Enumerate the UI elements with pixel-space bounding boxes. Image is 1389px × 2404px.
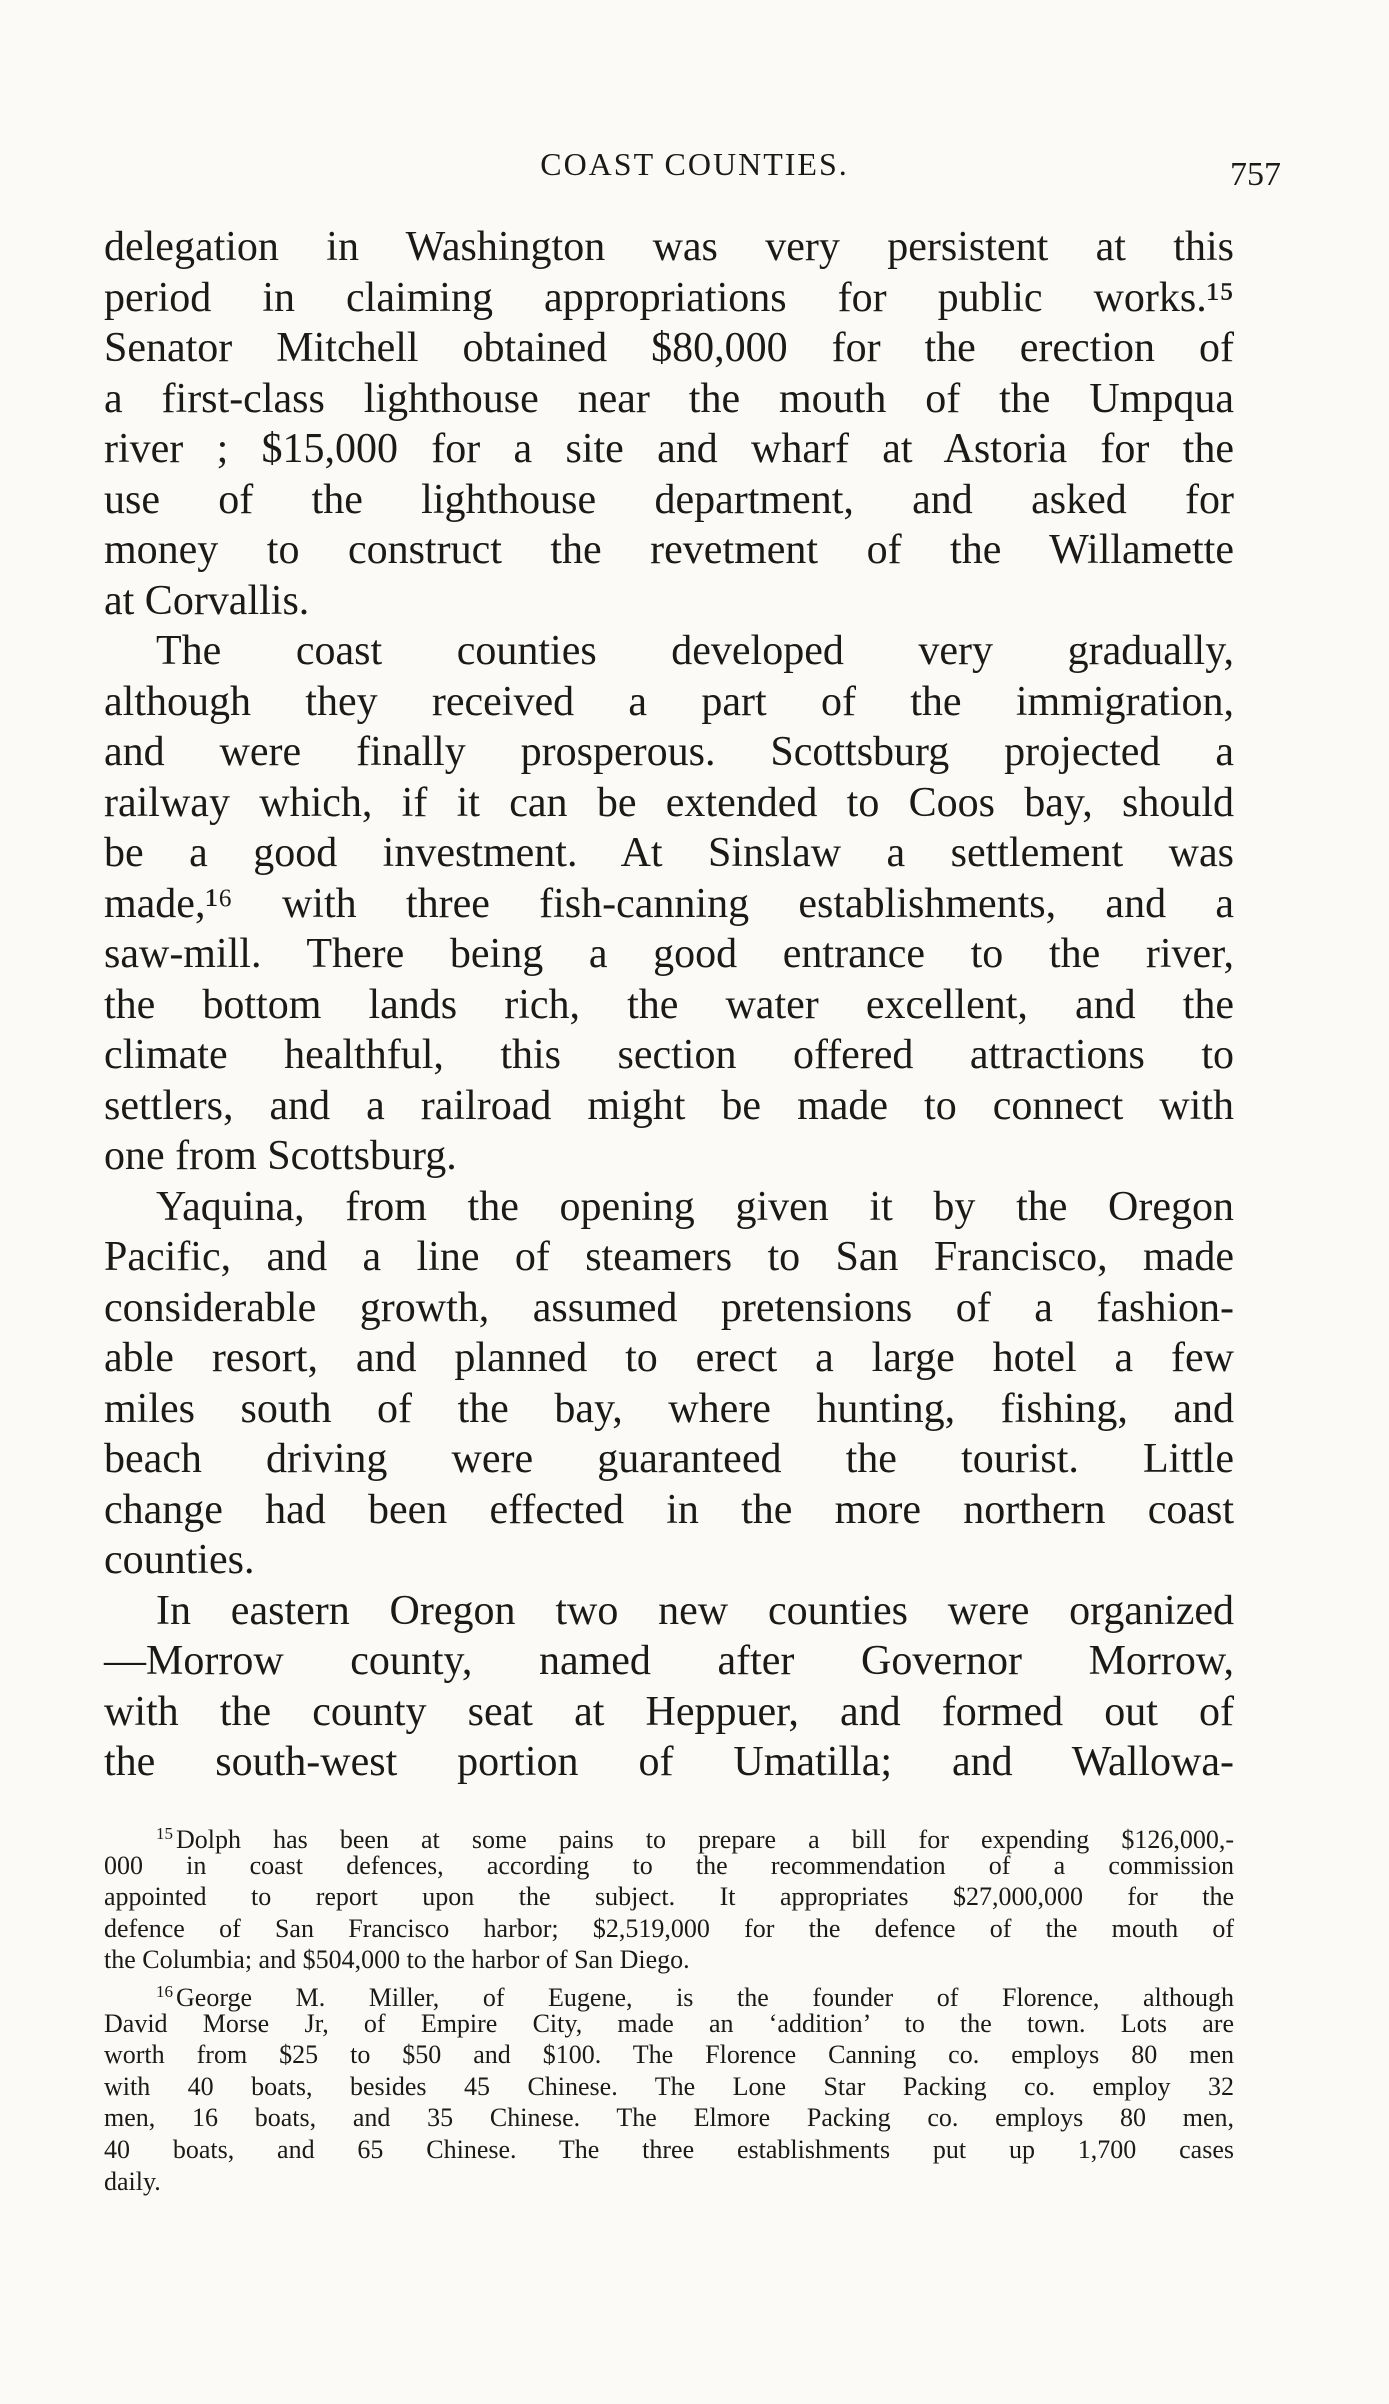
text-line: climate healthful, this section offered attractions to (104, 1032, 1234, 1078)
footnote-line: the Columbia; and $504,000 to the harbor of San Diego. (104, 1945, 690, 1975)
text-line: counties. (104, 1537, 255, 1583)
text-line: beach driving were guaranteed the tourist. Little (104, 1436, 1234, 1482)
text-line: The coast counties developed very gradually, (156, 628, 1234, 674)
text-line: use of the lighthouse department, and asked for (104, 476, 1234, 523)
text-line: river ; $15,000 for a site and wharf at Astoria for the (104, 426, 1234, 472)
text-line: with the county seat at Heppuer, and formed out of (104, 1688, 1234, 1735)
footnote-text: George M. Miller, of Eugene, is the founder of Florence, although (176, 1982, 1234, 2012)
text-line: one from Scottsburg. (104, 1133, 457, 1179)
footnote-line (104, 1976, 1234, 2012)
footnote-marker: 15 (156, 1824, 173, 1843)
footnote-marker: 16 (156, 1981, 173, 2001)
footnote-line: defence of San Francisco harbor; $2,519,000 for the defence of the mouth of (104, 1913, 1234, 1943)
footnote-15 (104, 1818, 1234, 1976)
text-line: Senator Mitchell obtained $80,000 for the erection of (104, 325, 1234, 371)
running-head (0, 142, 1389, 192)
text-line: change had been effected in the more northern coast (104, 1486, 1234, 1533)
footnote-text: Dolph has been at some pains to prepare a bill for expending $126,000,- (176, 1825, 1234, 1854)
text-line: considerable growth, assumed pretensions of a fashion- (104, 1284, 1234, 1331)
running-title: COAST COUNTIES. (540, 146, 849, 182)
body-text (104, 222, 1234, 1788)
footnote-line: David Morse Jr, of Empire City, made an ‘addition’ to the town. Lots are (104, 2008, 1234, 2038)
footnote-line: appointed to report upon the subject. It appropriates $27,000,000 for the (104, 1882, 1234, 1912)
text-line: the south-west portion of Umatilla; and Wallowa- (104, 1739, 1234, 1785)
text-line: Yaquina, from the opening given it by the Oregon (156, 1183, 1234, 1230)
footnote-line: daily. (104, 2166, 161, 2196)
text-line: settlers, and a railroad might be made to connect with (104, 1082, 1234, 1129)
text-line: although they received a part of the immigration, (104, 678, 1234, 725)
footnote-line: with 40 boats, besides 45 Chinese. The Lone Star Packing co. employ 32 (104, 2071, 1234, 2101)
text-line: period in claiming appropriations for public works.¹⁵ (104, 274, 1234, 321)
text-line: at Corvallis. (104, 577, 310, 624)
text-line: money to construct the revetment of the Willamette (104, 527, 1234, 573)
text-line: the bottom lands rich, the water excellent, and the (104, 981, 1234, 1028)
text-line: railway which, if it can be extended to Coos bay, should (104, 779, 1234, 826)
footnote-16 (104, 1976, 1234, 2197)
text-line: miles south of the bay, where hunting, fishing, and (104, 1385, 1234, 1432)
text-line: and were finally prosperous. Scottsburg projected a (104, 729, 1234, 775)
footnote-line: 40 boats, and 65 Chinese. The three establishments put up 1,700 cases (104, 2134, 1234, 2164)
footnote-line (104, 1818, 1234, 1854)
text-line: delegation in Washington was very persistent at this (104, 224, 1234, 270)
text-line: Pacific, and a line of steamers to San Francisco, made (104, 1234, 1234, 1280)
footnotes (104, 1818, 1234, 2197)
text-line: able resort, and planned to erect a large hotel a few (104, 1335, 1234, 1381)
text-line: —Morrow county, named after Governor Morrow, (104, 1638, 1234, 1684)
text-line: made,¹⁶ with three fish-canning establishments, and a (104, 880, 1234, 927)
page-number: 757 (1230, 156, 1281, 193)
footnote-line: men, 16 boats, and 35 Chinese. The Elmore Packing co. employs 80 men, (104, 2103, 1234, 2133)
footnote-line: 000 in coast defences, according to the recommendation of a commission (104, 1850, 1234, 1880)
footnote-line: worth from $25 to $50 and $100. The Florence Canning co. employs 80 men (104, 2040, 1234, 2070)
text-line: In eastern Oregon two new counties were organized (156, 1587, 1234, 1634)
text-line: be a good investment. At Sinslaw a settlement was (104, 830, 1234, 876)
text-line: a first-class lighthouse near the mouth of the Umpqua (104, 375, 1234, 422)
text-line: saw-mill. There being a good entrance to the river, (104, 931, 1234, 977)
